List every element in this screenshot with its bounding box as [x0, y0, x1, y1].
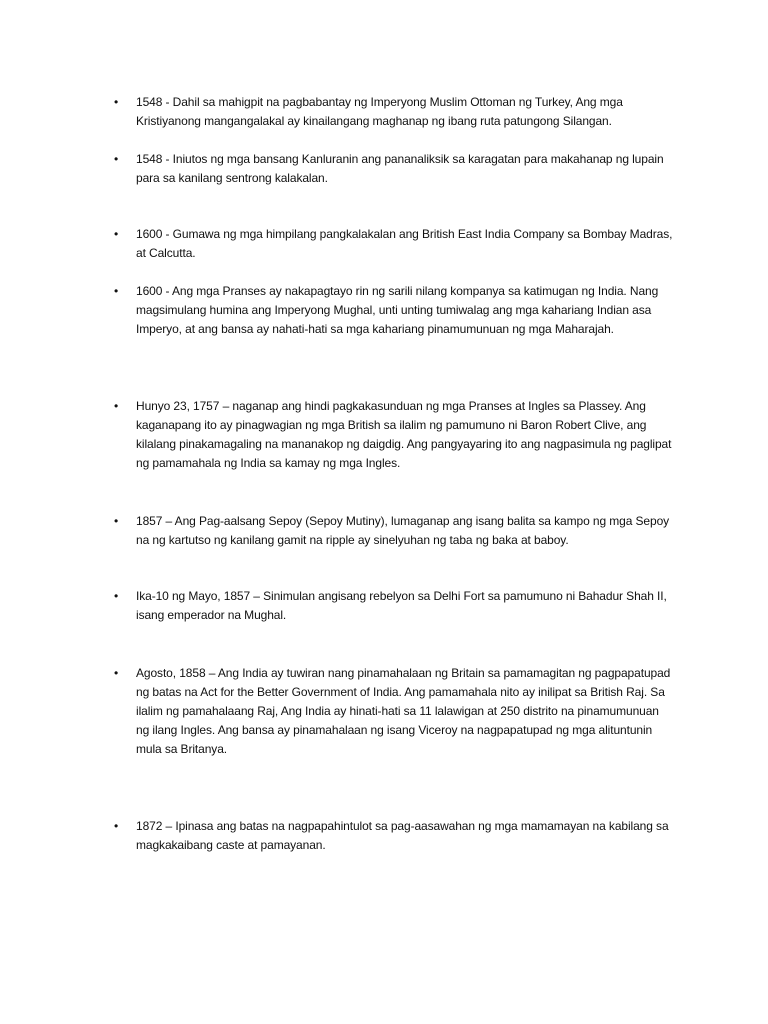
list-item-text: 1600 - Gumawa ng mga himpilang pangkalakalan ang British East India Company sa Bombay Madras, at Calcutta. — [136, 227, 673, 260]
bullet-icon: • — [114, 819, 119, 833]
list-item-text: 1548 - Iniutos ng mga bansang Kanluranin ang pananaliksik sa karagatan para makahanap ng lupain para sa kanilang sentrong kalakalan. — [136, 152, 664, 185]
list-item-text: 1548 - Dahil sa mahigpit na pagbabantay ng Imperyong Muslim Ottoman ng Turkey, Ang mga Kristiyanong mangangalakal ay kinailangang maghanap ng ibang ruta patungong Silangan. — [136, 95, 623, 128]
bullet-icon: • — [114, 399, 119, 413]
list-item-text: 1872 – Ipinasa ang batas na nagpapahintulot sa pag-aasawahan ng mga mamamayan na kabilang sa magkakaibang caste at pamayanan. — [136, 819, 669, 852]
bullet-icon: • — [114, 95, 119, 109]
list-item-text: 1600 - Ang mga Pranses ay nakapagtayo rin ng sarili nilang kompanya sa katimugan ng India. Nang magsimulang humina ang Imperyong Mughal, unti unting tumiwalag ang mga kahariang Indian asa Imperyo, at ang bansa ay nahati-hati sa mga kahariang pinamumunuan ng mga Maharajah. — [136, 284, 659, 336]
list-item-text: 1857 – Ang Pag-aalsang Sepoy (Sepoy Mutiny), lumaganap ang isang balita sa kampo ng mga Sepoy na ng kartutso ng kanilang gamit na ripple ay sinelyuhan ng taba ng baka at baboy. — [136, 514, 670, 547]
bullet-icon: • — [114, 666, 119, 680]
list-item-text: Hunyo 23, 1757 – naganap ang hindi pagkakasunduan ng mga Pranses at Ingles sa Plassey. Ang kaganapang ito ay pinagwagian ng mga British sa ilalim ng pamumuno ni Baron Robert Clive, ang kilalang pinakamagaling na mananakop ng daigdig. Ang pangyayaring ito ang nagpasimula ng paglipat ng pamamahala ng India sa kamay ng mga Ingles. — [136, 399, 672, 470]
list-item-text: Agosto, 1858 – Ang India ay tuwiran nang pinamahalaan ng Britain sa pamamagitan ng pagpapatupad ng batas na Act for the Better Government of India. Ang pamamahala nito ay inilipat sa British Raj. Sa ilalim ng pamahalaang Raj, Ang India ay hinati-hati sa 11 lalawigan at 250 distrito na pinamumunuan ng ilang Ingles. Ang bansa ay pinamahalaan ng isang Viceroy na nagpapatupad ng mga alituntunin mula sa Britanya. — [136, 666, 671, 756]
bullet-icon: • — [114, 227, 119, 241]
list-item-text: Ika-10 ng Mayo, 1857 – Sinimulan angisang rebelyon sa Delhi Fort sa pamumuno ni Bahadur Shah II, isang emperador na Mughal. — [136, 589, 667, 622]
bullet-icon: • — [114, 152, 119, 166]
bullet-icon: • — [114, 514, 119, 528]
bullet-icon: • — [114, 284, 119, 298]
bullet-icon: • — [114, 589, 119, 603]
